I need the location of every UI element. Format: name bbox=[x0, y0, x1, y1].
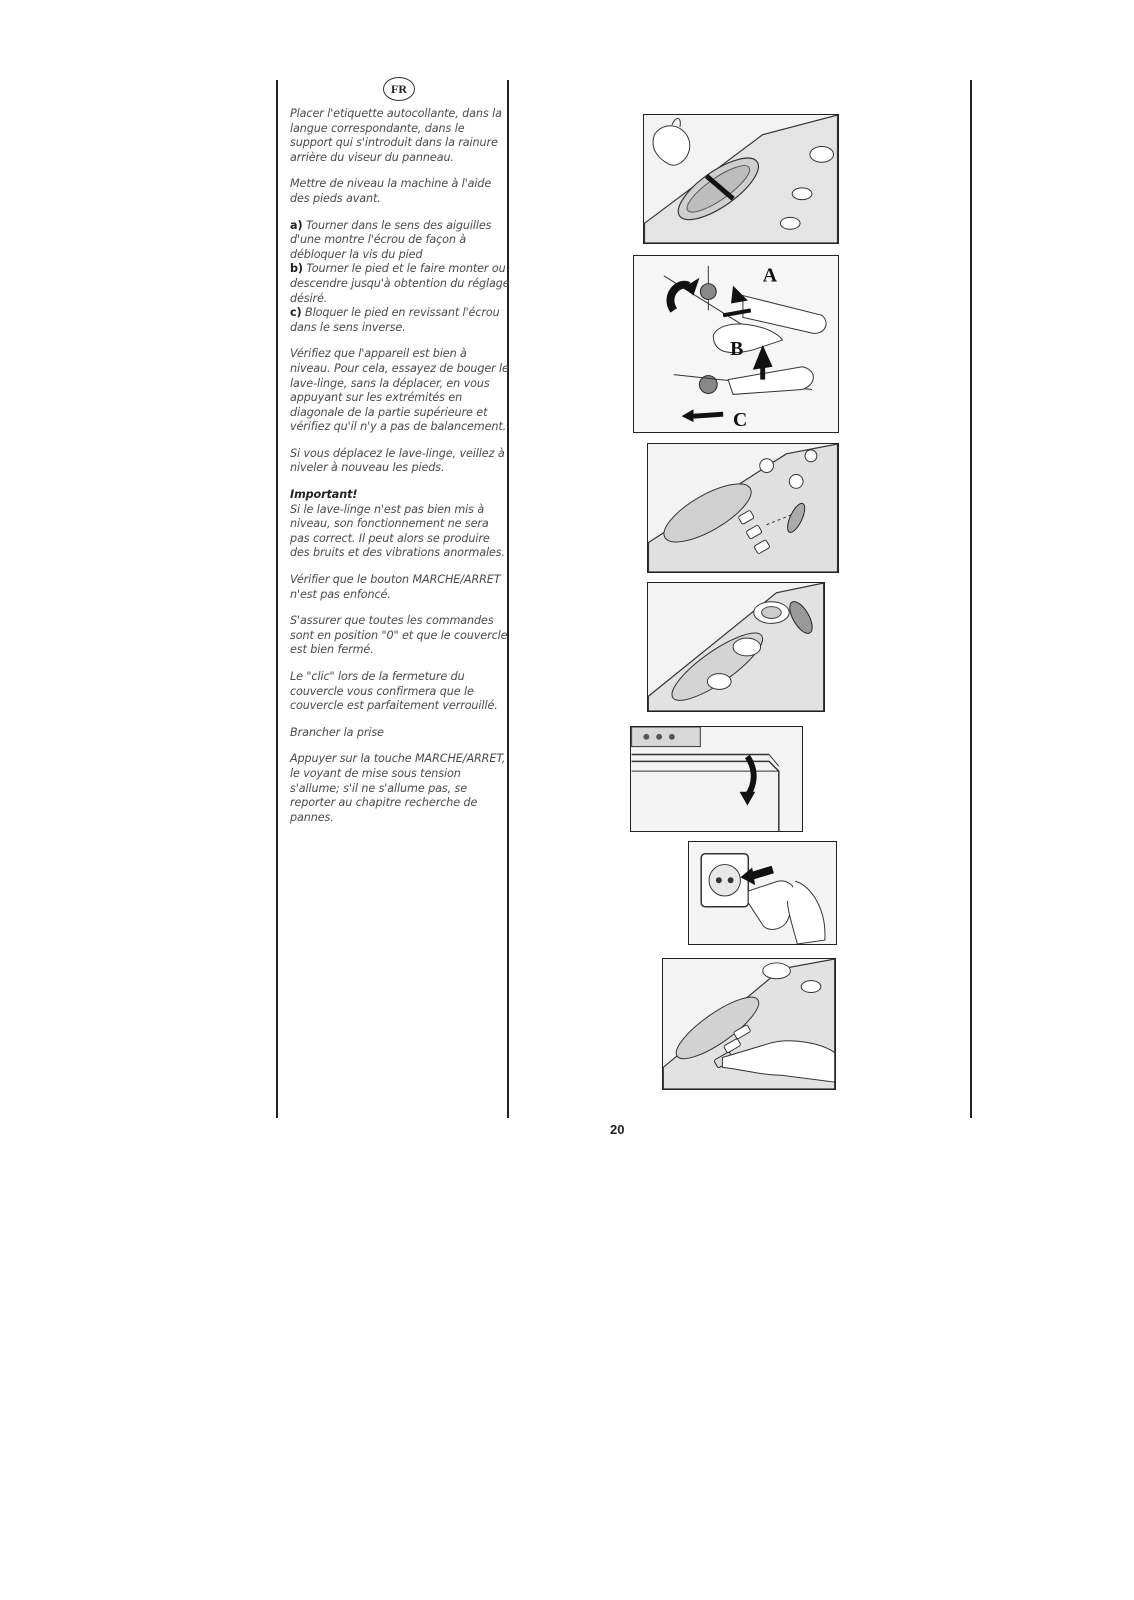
figure-label-insertion bbox=[643, 114, 839, 244]
figure-plug-in bbox=[688, 841, 837, 945]
step-c-text: Bloquer le pied en revissant l'écrou dans le sens inverse. bbox=[290, 306, 500, 334]
instruction-lid-click: Le "clic" lors de la fermeture du couvercle vous confirmera que le couvercle est parfaitement verrouillé. bbox=[290, 670, 498, 713]
step-a-label: a) bbox=[290, 218, 303, 232]
step-b-label: b) bbox=[290, 262, 303, 276]
important-title: Important! bbox=[290, 488, 358, 502]
figure-lid-closing bbox=[630, 726, 803, 832]
instruction-power-button: Vérifier que le bouton MARCHE/ARRET n'est pas enfoncé. bbox=[290, 573, 501, 601]
figure-foot-adjustment bbox=[633, 255, 839, 433]
instruction-level-machine: Mettre de niveau la machine à l'aide des pieds avant. bbox=[290, 177, 492, 205]
instruction-press-power: Appuyer sur la touche MARCHE/ARRET, le voyant de mise sous tension s'allume; s'il ne s'allume pas, se reporter au chapitre recherche de pannes. bbox=[290, 752, 506, 824]
instruction-relevel: Si vous déplacez le lave-linge, veillez à niveler à nouveau les pieds. bbox=[290, 446, 505, 475]
instruction-feet-steps bbox=[290, 219, 510, 336]
instruction-plug-in: Brancher la prise bbox=[290, 725, 384, 739]
right-column-rule bbox=[970, 80, 972, 1118]
figure-label-c: C bbox=[733, 409, 748, 432]
page-number: 20 bbox=[610, 1122, 625, 1137]
important-text: Si le lave-linge n'est pas bien mis à niveau, son fonctionnement ne sera pas correct. Il peut alors se produire des bruits et des vibrations anormales. bbox=[290, 502, 505, 560]
left-column-rule bbox=[276, 80, 278, 1118]
figure-panel-check bbox=[647, 443, 839, 573]
language-badge: FR bbox=[383, 77, 415, 101]
instructions-column bbox=[290, 107, 510, 837]
instruction-verify-level: Vérifiez que l'appareil est bien à niveau. Pour cela, essayez de bouger le lave-linge, sans la déplacer, en vous appuyant sur les extrémités en diagonale de la partie supérieure et vérifiez qu'il n'y a pas de balancement. bbox=[290, 347, 509, 434]
important-block bbox=[290, 488, 510, 561]
figure-label-a: A bbox=[762, 264, 777, 287]
instruction-controls-zero: S'assurer que toutes les commandes sont en position "0" et que le couvercle est bien fermé. bbox=[290, 614, 508, 657]
instruction-label-sticker: Placer l'etiquette autocollante, dans la langue correspondante, dans le support qui s'introduit dans la rainure arrière du viseur du panneau. bbox=[290, 107, 502, 164]
step-a-text: Tourner dans le sens des aiguilles d'une montre l'écrou de façon à débloquer la vis du pied bbox=[290, 218, 492, 261]
figure-label-b: B bbox=[730, 337, 744, 360]
step-c-label: c) bbox=[290, 306, 302, 320]
step-b-text: Tourner le pied et le faire monter ou descendre jusqu'à obtention du réglage désiré. bbox=[290, 262, 510, 305]
figure-control-knobs bbox=[647, 582, 825, 712]
figure-press-power bbox=[662, 958, 836, 1090]
